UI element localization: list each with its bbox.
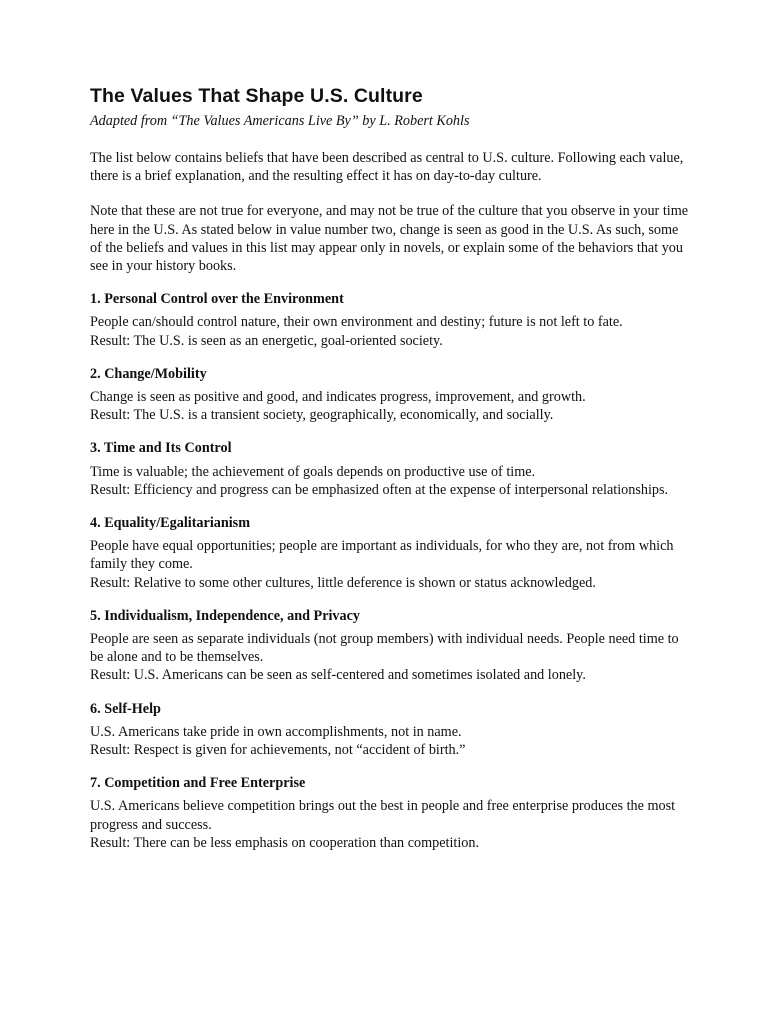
value-result: Result: Relative to some other cultures, little deference is shown or status acknowledged. <box>90 574 596 591</box>
value-title: 1. Personal Control over the Environment <box>90 291 344 308</box>
value-section-6 <box>90 700 690 760</box>
source-attribution: Adapted from “The Values Americans Live By” by L. Robert Kohls <box>90 113 470 129</box>
values-list <box>90 290 690 852</box>
value-description: Time is valuable; the achievement of goals depends on productive use of time. <box>90 463 536 480</box>
value-result: Result: The U.S. is a transient society, geographically, economically, and socially. <box>90 407 554 424</box>
value-result: Result: Efficiency and progress can be emphasized often at the expense of interpersonal relationships. <box>90 481 669 498</box>
page-title: The Values That Shape U.S. Culture <box>90 85 423 107</box>
value-result: Result: Respect is given for achievements, not “accident of birth.” <box>90 742 466 759</box>
value-title: 2. Change/Mobility <box>90 365 207 382</box>
intro-paragraph-2: Note that these are not true for everyone, and may not be true of the culture that you observe in your time here in the U.S. As stated below in value number two, change is seen as good in the U.S. As such, some of the beliefs and values in this list may appear only in novels, or explain some of the behaviors that you see in your history books. <box>90 203 689 275</box>
value-result: Result: There can be less emphasis on cooperation than competition. <box>90 834 480 851</box>
value-section-1 <box>90 290 690 350</box>
value-description: U.S. Americans take pride in own accomplishments, not in name. <box>90 723 462 740</box>
value-section-7 <box>90 774 690 852</box>
value-description: People have equal opportunities; people are important as individuals, for who they are, not from which family they come. <box>90 538 674 573</box>
value-section-5 <box>90 607 690 685</box>
value-title: 5. Individualism, Independence, and Privacy <box>90 607 361 624</box>
value-title: 4. Equality/Egalitarianism <box>90 515 251 532</box>
value-description: U.S. Americans believe competition brings out the best in people and free enterprise produces the most progress and success. <box>90 798 676 833</box>
value-section-2 <box>90 365 690 425</box>
value-description: Change is seen as positive and good, and indicates progress, improvement, and growth. <box>90 389 586 406</box>
value-title: 6. Self-Help <box>90 700 161 717</box>
document-body <box>90 82 690 867</box>
value-result: Result: U.S. Americans can be seen as self-centered and sometimes isolated and lonely. <box>90 667 586 684</box>
value-section-4 <box>90 514 690 592</box>
value-title: 3. Time and Its Control <box>90 440 232 457</box>
value-description: People can/should control nature, their own environment and destiny; future is not left to fate. <box>90 314 623 331</box>
intro-paragraph-1: The list below contains beliefs that have been described as central to U.S. culture. Following each value, there is a brief explanation, and the resulting effect it has on day-to-day culture. <box>90 150 684 185</box>
value-result: Result: The U.S. is seen as an energetic, goal-oriented society. <box>90 332 443 349</box>
value-section-3 <box>90 439 690 499</box>
value-title: 7. Competition and Free Enterprise <box>90 775 306 792</box>
value-description: People are seen as separate individuals (not group members) with individual needs. People need time to be alone and to be themselves. <box>90 631 679 666</box>
